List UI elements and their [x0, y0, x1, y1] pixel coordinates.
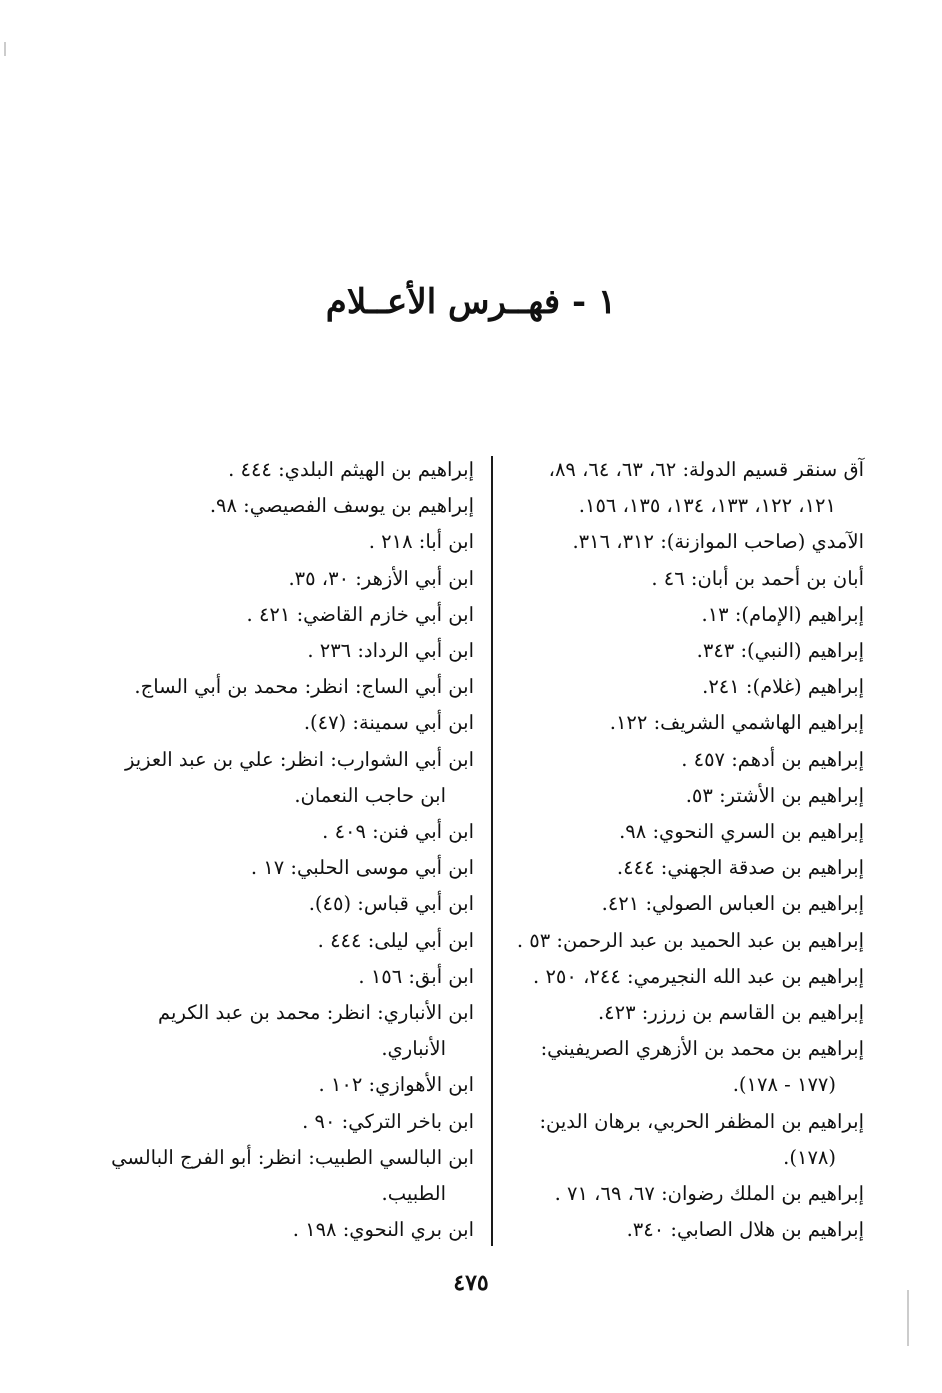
index-entry: إبراهيم بن الأشتر: ٥٣. — [685, 783, 864, 807]
index-entry: ابن أبق: ١٥٦ . — [358, 964, 474, 988]
page-title: ١ - فهــرس الأعــلام — [325, 282, 617, 322]
index-entry: إبراهيم بن الملك رضوان: ٦٧، ٦٩، ٧١ . — [554, 1182, 864, 1206]
index-entry — [99, 742, 474, 814]
index-entry: إبراهيم بن صدقة الجهني: ٤٤٤. — [616, 856, 864, 880]
index-entry: أبان بن أحمد بن أبان: ٤٦ . — [651, 566, 864, 590]
entry-continuation: (١٧٨). — [783, 1145, 836, 1169]
index-entry: ابن أبي فنن: ٤٠٩ . — [322, 820, 474, 844]
index-entry: إبراهيم بن الهيثم البلدي: ٤٤٤ . — [228, 458, 474, 481]
index-entry: الآمدي (صاحب الموازنة): ٣١٢، ٣١٦. — [572, 530, 864, 554]
entry-text: آق سنقر قسيم الدولة: ٦٢، ٦٣، ٦٤، ٨٩، — [548, 458, 864, 481]
index-entry: إبراهيم بن هلال الصابي: ٣٤٠. — [626, 1218, 864, 1242]
index-entry: ابن أبا: ٢١٨ . — [368, 530, 474, 554]
index-column-left — [99, 452, 474, 1248]
entry-text: ابن البالسي الطبيب: انظر: أبو الفرج البالسي — [111, 1145, 474, 1169]
index-entry: ابن أبي الأزهر: ٣٠، ٣٥. — [288, 566, 474, 590]
entry-continuation: (١٧٧ - ١٧٨). — [732, 1073, 836, 1097]
index-entry: ابن أبي خازم القاضي: ٤٢١ . — [246, 602, 474, 626]
index-entry: ابن الأهوازي: ١٠٢ . — [318, 1073, 474, 1097]
entry-text: إبراهيم بن المظفر الحربي، برهان الدين: — [539, 1109, 864, 1133]
entry-continuation: الطبيب. — [381, 1182, 446, 1206]
index-entry — [99, 995, 474, 1067]
index-entry: إبراهيم بن القاسم بن زرزر: ٤٢٣. — [597, 1001, 864, 1025]
entry-continuation: الأنباري. — [381, 1037, 446, 1061]
index-entry: إبراهيم بن عبد الله النجيرمي: ٢٤٤، ٢٥٠ . — [533, 964, 864, 988]
index-entry — [504, 1104, 864, 1176]
gutter-mark-bottom — [907, 1290, 909, 1346]
index-entry: ابن أبي سمينة: (٤٧). — [303, 711, 474, 735]
index-entry — [99, 1140, 474, 1212]
index-entry: إبراهيم بن عبد الحميد بن عبد الرحمن: ٥٣ . — [516, 928, 864, 952]
entry-text: إبراهيم بن محمد بن الأزهري الصريفيني: — [540, 1037, 864, 1061]
index-entry: ابن أبي الرداد: ٢٣٦ . — [307, 639, 474, 663]
index-entry: إبراهيم (الإمام): ١٣. — [701, 602, 864, 626]
index-entry — [504, 452, 864, 524]
index-entry: ابن أبي موسى الحلبي: ١٧ . — [250, 856, 474, 880]
index-entry: إبراهيم بن السري النحوي: ٩٨. — [619, 820, 864, 844]
index-entry: ابن بري النحوي: ١٩٨ . — [292, 1218, 474, 1242]
index-entry: ابن أبي قباس: (٤٥). — [308, 892, 474, 916]
index-entry: إبراهيم بن أدهم: ٤٥٧ . — [681, 747, 864, 771]
index-entry: إبراهيم بن يوسف الفصيصي: ٩٨. — [209, 494, 474, 518]
gutter-mark-top — [4, 42, 6, 56]
page-number: ٤٧٥ — [453, 1270, 489, 1296]
entry-text: ابن الأنباري: انظر: محمد بن عبد الكريم — [158, 1001, 474, 1025]
entry-text: ابن أبي الشوارب: انظر: علي بن عبد العزيز — [124, 747, 474, 771]
entry-continuation: ابن حاجب النعمان. — [294, 783, 446, 807]
index-entry: ابن أبي الساج: انظر: محمد بن أبي الساج. — [134, 675, 474, 699]
index-entry: إبراهيم بن العباس الصولي: ٤٢١. — [601, 892, 864, 916]
index-entry: ابن أبي ليلى: ٤٤٤ . — [317, 928, 474, 952]
index-entry: إبراهيم (غلام): ٢٤١. — [702, 675, 864, 699]
index-entry: إبراهيم الهاشمي الشريف: ١٢٢. — [609, 711, 864, 735]
index-entry — [504, 1031, 864, 1103]
entry-continuation: ١٢١، ١٢٢، ١٣٣، ١٣٤، ١٣٥، ١٥٦. — [578, 494, 836, 518]
index-entry: ابن باخر التركي: ٩٠ . — [302, 1109, 474, 1133]
index-column-right — [504, 452, 864, 1248]
index-entry: إبراهيم (النبي): ٣٤٣. — [696, 639, 864, 663]
column-divider — [491, 456, 493, 1246]
